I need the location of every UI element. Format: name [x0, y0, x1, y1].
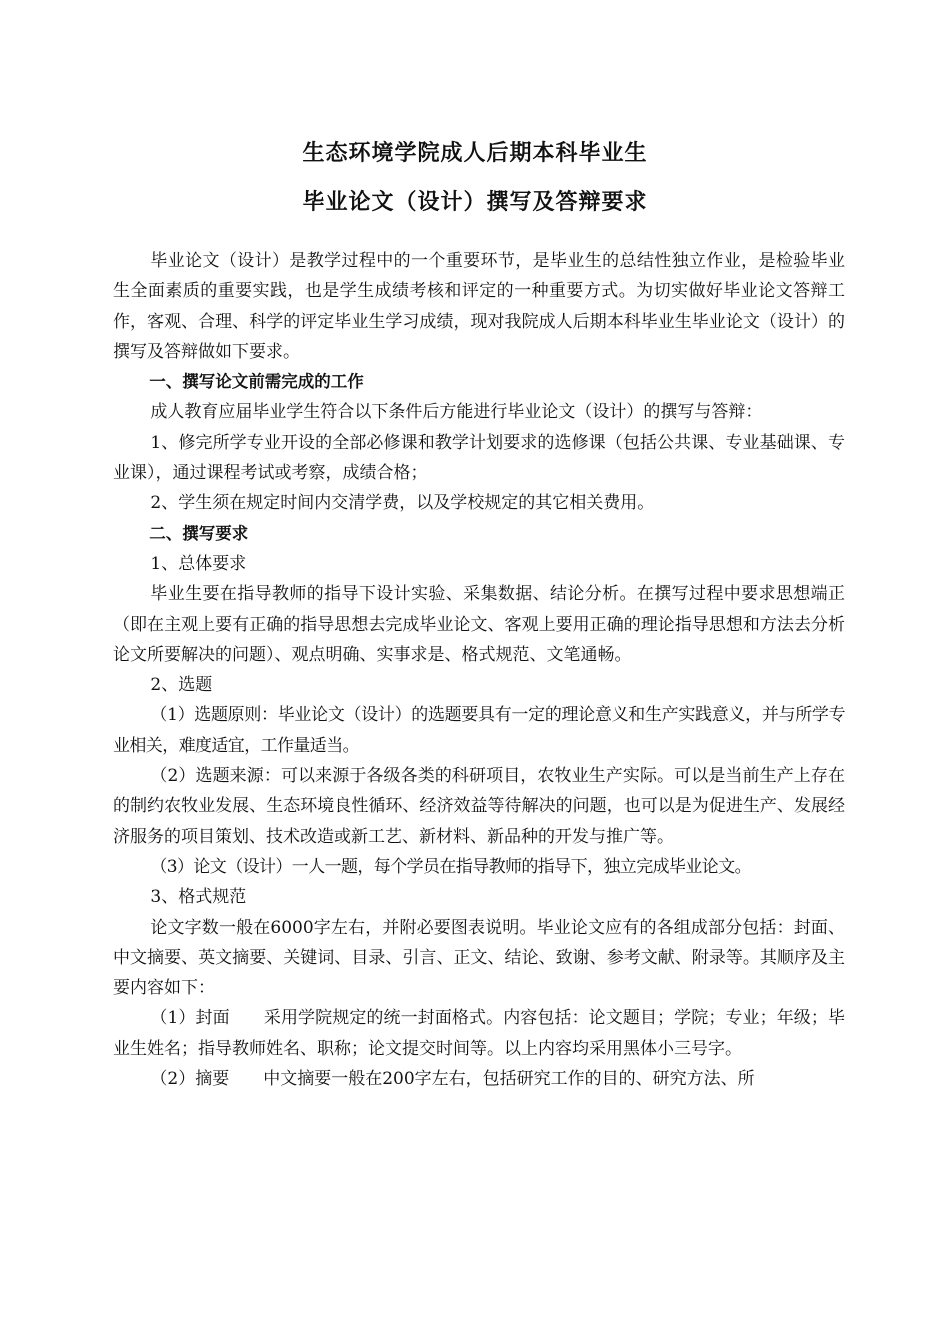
- subheading-topic: 2、选题: [150, 675, 213, 696]
- document-body: [113, 246, 845, 1094]
- section-heading-1: 一、撰写论文前需完成的工作: [149, 372, 364, 392]
- title-line-2: 毕业论文（设计）撰写及答辩要求: [302, 190, 648, 215]
- paragraph-topic-source: （2）选题来源：可以来源于各级各类的科研项目，农牧业生产实际。可以是当前生产上存在的制约农牧业发展、生态环境良性循环、经济效益等待解决的问题，也可以是为促进生产、发展经济服务的项目策划、技术改造或新工艺、新材料、新品种的开发与推广等。: [113, 766, 845, 847]
- paragraph-topic-principle: （1）选题原则：毕业论文（设计）的选题要具有一定的理论意义和生产实践意义，并与所学专业相关，难度适宜，工作量适当。: [113, 705, 845, 756]
- subheading-format: 3、格式规范: [150, 887, 247, 908]
- paragraph-topic-single: （3）论文（设计）一人一题，每个学员在指导教师的指导下，独立完成毕业论文。: [150, 856, 752, 877]
- title-line-1: 生态环境学院成人后期本科毕业生: [302, 141, 648, 166]
- paragraph-format: 论文字数一般在6000字左右，并附必要图表说明。毕业论文应有的各组成部分包括：封面、中文摘要、英文摘要、关键词、目录、引言、正文、结论、致谢、参考文献、附录等。其顺序及主要内容如下：: [113, 917, 845, 999]
- paragraph-condition-2: 2、学生须在规定时间内交清学费，以及学校规定的其它相关费用。: [150, 493, 655, 514]
- intro-paragraph: 毕业论文（设计）是教学过程中的一个重要环节，是毕业生的总结性独立作业，是检验毕业生全面素质的重要实践，也是学生成绩考核和评定的一种重要方式。为切实做好毕业论文答辩工作，客观、合理、科学的评定毕业生学习成绩，现对我院成人后期本科毕业生毕业论文（设计）的撰写及答辩做如下要求。: [113, 251, 845, 362]
- paragraph-general: 毕业生要在指导教师的指导下设计实验、采集数据、结论分析。在撰写过程中要求思想端正（即在主观上要有正确的指导思想去完成毕业论文、客观上要用正确的理论指导思想和方法去分析论文所要解决的问题）、观点明确、实事求是、格式规范、文笔通畅。: [113, 584, 845, 665]
- subheading-general: 1、总体要求: [150, 553, 247, 574]
- paragraph-conditions: 成人教育应届毕业学生符合以下条件后方能进行毕业论文（设计）的撰写与答辩：: [150, 402, 763, 423]
- section-heading-2: 二、撰写要求: [149, 523, 249, 543]
- paragraph-cover: （1）封面 采用学院规定的统一封面格式。内容包括：论文题目；学院；专业；年级；毕业生姓名；指导教师姓名、职称；论文提交时间等。以上内容均采用黑体小三号字。: [113, 1008, 845, 1059]
- paragraph-condition-1: 1、修完所学专业开设的全部必修课和教学计划要求的选修课（包括公共课、专业基础课、专业课），通过课程考试或考察，成绩合格；: [113, 432, 845, 484]
- paragraph-abstract: （2）摘要 中文摘要一般在200字左右，包括研究工作的目的、研究方法、所: [150, 1069, 755, 1090]
